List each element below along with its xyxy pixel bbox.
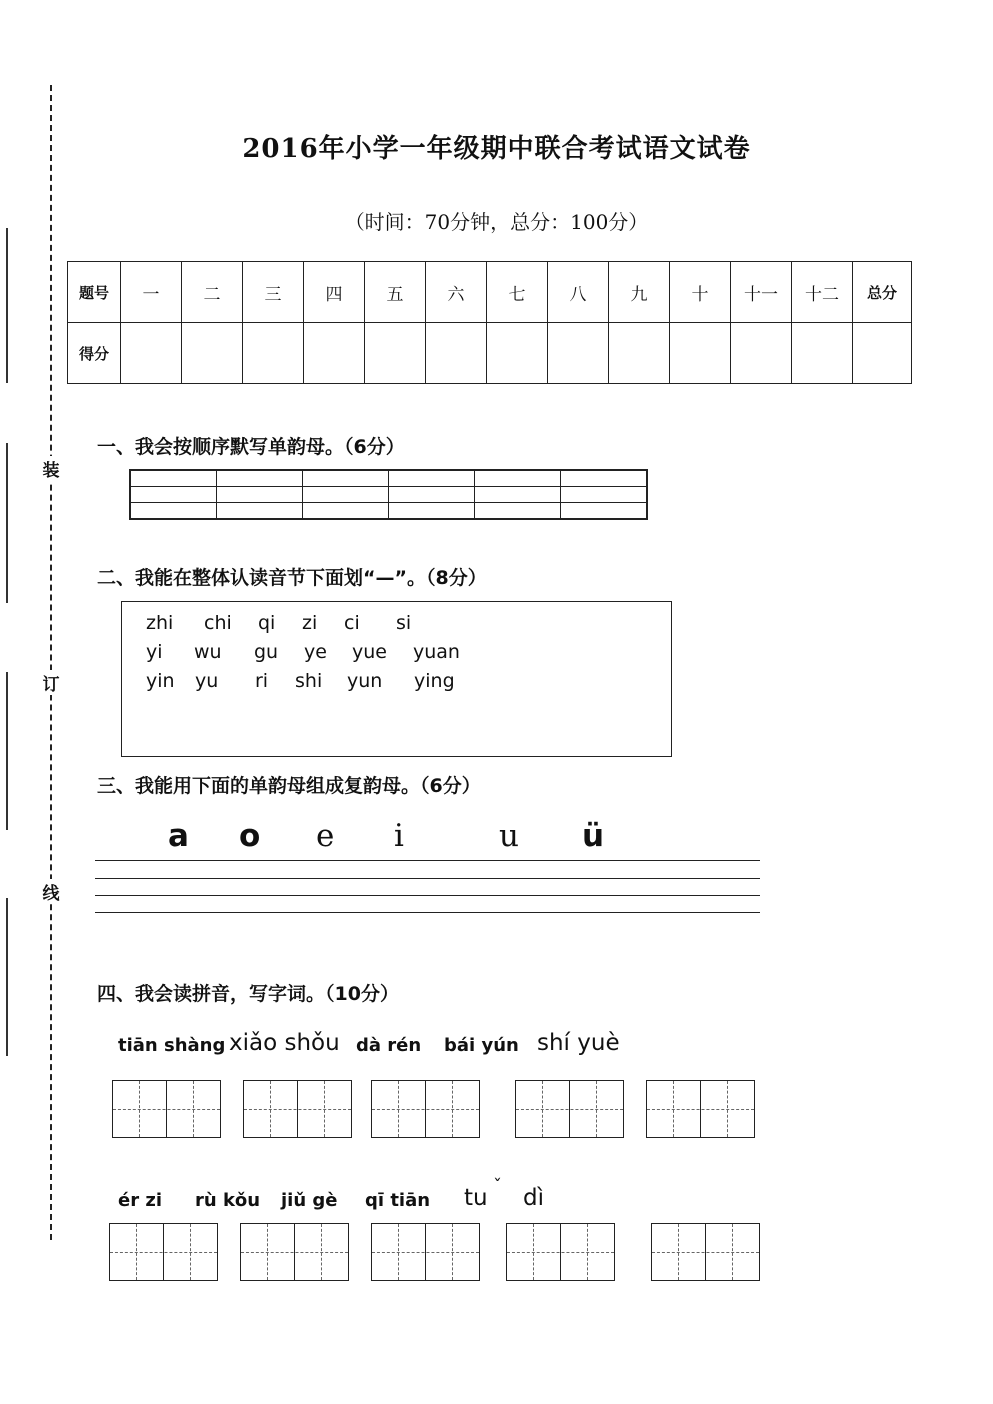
score-cell-header: 一 bbox=[121, 262, 182, 323]
score-cell-header: 八 bbox=[548, 262, 609, 323]
section2-syllable-box bbox=[121, 601, 672, 757]
score-cell-blank bbox=[487, 323, 548, 384]
score-cell-blank bbox=[182, 323, 243, 384]
binding-side-bar bbox=[6, 228, 8, 383]
score-cell-total-label: 总分 bbox=[853, 262, 912, 323]
score-cell-header: 七 bbox=[487, 262, 548, 323]
syllable: yue bbox=[352, 641, 387, 663]
score-cell-header: 五 bbox=[365, 262, 426, 323]
writing-grid-box[interactable] bbox=[371, 1080, 480, 1138]
vowel-u-umlaut: ü bbox=[582, 818, 605, 854]
pinyin-word: dà rén bbox=[356, 1035, 422, 1056]
section4-title: 四、我会读拼音，写字词。（10分） bbox=[97, 983, 399, 1005]
pinyin-word: shí yuè bbox=[537, 1030, 620, 1056]
section2-title: 二、我能在整体认读音节下面划“—”。（8分） bbox=[97, 567, 487, 589]
writing-line bbox=[95, 878, 760, 879]
pinyin-word: tu bbox=[464, 1185, 488, 1211]
score-table-score-row bbox=[68, 323, 912, 384]
writing-line bbox=[95, 895, 760, 896]
syllable: ye bbox=[304, 641, 327, 663]
syllable: si bbox=[396, 612, 412, 634]
score-cell-header: 二 bbox=[182, 262, 243, 323]
score-cell-blank bbox=[548, 323, 609, 384]
section1-answer-grid bbox=[129, 469, 648, 520]
binding-side-bar bbox=[6, 898, 8, 1056]
syllable: shi bbox=[295, 670, 323, 692]
writing-grid-box[interactable] bbox=[109, 1223, 218, 1281]
pinyin-word: jiǔ gè bbox=[281, 1190, 338, 1211]
pinyin-word: qī tiān bbox=[365, 1190, 431, 1211]
score-cell-header: 三 bbox=[243, 262, 304, 323]
section3-title: 三、我能用下面的单韵母组成复韵母。（6分） bbox=[97, 775, 481, 797]
writing-grid-box[interactable] bbox=[646, 1080, 755, 1138]
pinyin-word: tiān shàng bbox=[118, 1035, 226, 1056]
writing-grid-box[interactable] bbox=[651, 1223, 760, 1281]
syllable: yuan bbox=[413, 641, 460, 663]
syllable: wu bbox=[194, 641, 222, 663]
syllable: qi bbox=[258, 612, 276, 634]
score-cell-blank bbox=[731, 323, 792, 384]
section1-title: 一、我会按顺序默写单韵母。（6分） bbox=[97, 436, 405, 458]
score-cell-blank bbox=[609, 323, 670, 384]
binding-char-zhuang: 装 bbox=[40, 456, 62, 481]
writing-grid-box[interactable] bbox=[371, 1223, 480, 1281]
score-cell-header: 十一 bbox=[731, 262, 792, 323]
score-cell-blank bbox=[792, 323, 853, 384]
score-cell-header: 十 bbox=[670, 262, 731, 323]
score-table-header-row bbox=[68, 262, 912, 323]
pinyin-word: ér zi bbox=[118, 1190, 162, 1211]
score-cell-blank bbox=[121, 323, 182, 384]
writing-grid-box[interactable] bbox=[112, 1080, 221, 1138]
syllable: gu bbox=[254, 641, 279, 663]
score-cell-blank bbox=[853, 323, 912, 384]
syllable: yin bbox=[146, 670, 175, 692]
syllable: yun bbox=[347, 670, 383, 692]
writing-grid-box[interactable] bbox=[240, 1223, 349, 1281]
score-cell-blank bbox=[243, 323, 304, 384]
writing-grid-box[interactable] bbox=[243, 1080, 352, 1138]
score-cell-header: 九 bbox=[609, 262, 670, 323]
score-row-label: 得分 bbox=[68, 323, 121, 384]
syllable: ci bbox=[344, 612, 360, 634]
score-cell-header: 十二 bbox=[792, 262, 853, 323]
syllable: ri bbox=[255, 670, 269, 692]
vowel-e: e bbox=[316, 818, 335, 854]
binding-char-ding: 订 bbox=[40, 670, 62, 695]
vowel-a: a bbox=[168, 818, 189, 854]
pinyin-tone-mark: ˇ bbox=[493, 1176, 502, 1197]
writing-grid-box[interactable] bbox=[515, 1080, 624, 1138]
vowel-i: i bbox=[394, 818, 404, 854]
score-table bbox=[67, 261, 912, 384]
score-cell-blank bbox=[365, 323, 426, 384]
pinyin-word: bái yún bbox=[444, 1035, 519, 1056]
writing-line bbox=[95, 860, 760, 861]
score-cell-blank bbox=[426, 323, 487, 384]
binding-side-bar bbox=[6, 443, 8, 603]
writing-line bbox=[95, 912, 760, 913]
syllable: zhi bbox=[146, 612, 174, 634]
exam-subtitle: （时间：70分钟，总分：100分） bbox=[344, 210, 649, 234]
pinyin-word: dì bbox=[523, 1185, 544, 1211]
score-cell-header: 六 bbox=[426, 262, 487, 323]
score-cell-blank bbox=[304, 323, 365, 384]
syllable: ying bbox=[414, 670, 455, 692]
syllable: zi bbox=[302, 612, 318, 634]
binding-char-xian: 线 bbox=[40, 879, 62, 904]
binding-dashed-line bbox=[50, 85, 52, 1240]
score-cell-header: 四 bbox=[304, 262, 365, 323]
pinyin-word: rù kǒu bbox=[195, 1190, 261, 1211]
writing-grid-box[interactable] bbox=[506, 1223, 615, 1281]
binding-side-bar bbox=[6, 672, 8, 830]
score-cell-blank bbox=[670, 323, 731, 384]
exam-title: 2016年小学一年级期中联合考试语文试卷 bbox=[242, 134, 751, 164]
vowel-o: o bbox=[239, 818, 261, 854]
syllable: chi bbox=[204, 612, 232, 634]
vowel-u: u bbox=[499, 818, 519, 854]
pinyin-word: xiǎo shǒu bbox=[229, 1030, 340, 1056]
syllable: yu bbox=[195, 670, 219, 692]
score-cell-label: 题号 bbox=[68, 262, 121, 323]
syllable: yi bbox=[146, 641, 163, 663]
